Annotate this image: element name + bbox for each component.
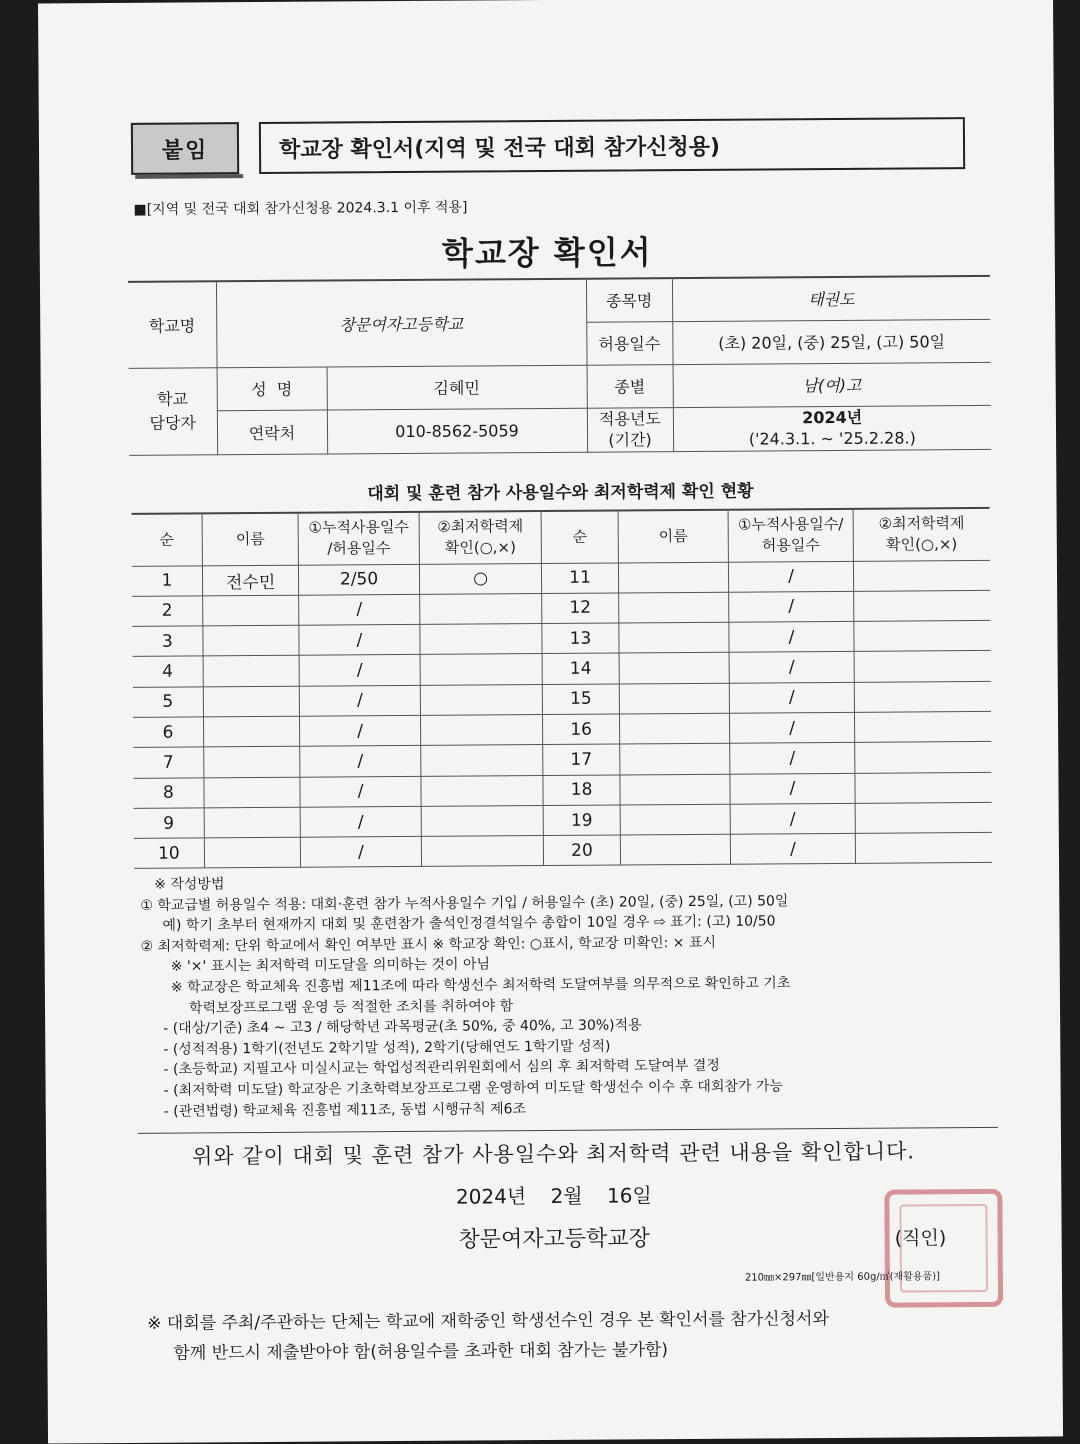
- allowed-days-label: 허용일수: [586, 321, 672, 365]
- student-name: [618, 562, 729, 593]
- academic-check: [853, 590, 990, 621]
- header-days-right-line1: ①누적사용일수/: [737, 515, 844, 534]
- header-academic-right-line2: 확인(○,×): [886, 535, 958, 554]
- academic-check: [421, 775, 544, 806]
- name-label: 성 명: [217, 367, 327, 411]
- manager-label-line1: 학교: [156, 389, 189, 409]
- header-days-line1: ①누적사용일수: [308, 518, 409, 537]
- instruction-line: ※ '×' 표시는 최저학력 미도달을 의미하는 것이 아님: [170, 956, 491, 976]
- footer-note: [147, 1303, 1027, 1369]
- student-name: [619, 683, 730, 714]
- days-used: /: [299, 624, 420, 655]
- days-used: /: [299, 594, 420, 625]
- student-name: [204, 837, 301, 868]
- academic-check: [420, 715, 543, 746]
- roster-table: [132, 507, 992, 869]
- main-title: 학교장 확인서: [441, 233, 653, 273]
- academic-check: [853, 560, 990, 591]
- row-number: 15: [543, 684, 620, 715]
- row-number: 16: [543, 714, 620, 745]
- instruction-line: ② 최저학력제: 단위 학교에서 확인 여부만 표시 ※ 학교장 확인: ○표시, 학교장 미확인: × 표시: [140, 934, 717, 955]
- academic-check: [420, 745, 543, 776]
- instruction-line: - (성적적용) 1학기(전년도 2학기말 성적), 2학기(당해연도 1학기말 성적): [163, 1038, 611, 1058]
- row-number: 7: [133, 747, 204, 778]
- row-number: 9: [134, 808, 205, 839]
- days-used: /: [729, 682, 854, 713]
- student-name: [203, 686, 300, 717]
- divider: [138, 1127, 998, 1134]
- paper-spec: 210㎜×297㎜[일반용지 60g/㎡(재활용품)]: [744, 1271, 941, 1284]
- year-label-line1: 적용년도: [598, 408, 661, 429]
- academic-check: [854, 681, 991, 712]
- type-value: 남(여)고: [673, 362, 991, 407]
- student-name: [202, 595, 299, 626]
- header-days-right-line2: 허용일수: [761, 536, 820, 555]
- document-paper: [38, 0, 1063, 1444]
- confirmation-statement: 위와 같이 대회 및 훈련 참가 사용일수와 최저학력 관련 내용을 확인합니다.: [191, 1139, 916, 1169]
- academic-check: [419, 593, 542, 624]
- principal-name: 창문여자고등학교장: [458, 1226, 650, 1253]
- contact-label: 연락처: [217, 410, 327, 455]
- row-number: 18: [543, 775, 620, 806]
- row-number: 3: [132, 626, 203, 657]
- row-number: 20: [544, 835, 621, 866]
- days-used: /: [300, 746, 421, 777]
- academic-check: ○: [419, 563, 542, 594]
- row-number: 11: [542, 563, 619, 594]
- academic-check: [421, 805, 544, 836]
- days-used: /: [731, 834, 856, 865]
- seal-label: (직인): [894, 1227, 947, 1250]
- days-used: 2/50: [299, 564, 420, 595]
- academic-check: [855, 802, 992, 833]
- table-row: [134, 833, 992, 869]
- footer-line2: 함께 반드시 제출받아야 함(허용일수를 초과한 대회 참가는 불가함): [173, 1340, 668, 1364]
- student-name: [620, 774, 731, 805]
- academic-check: [854, 621, 991, 652]
- days-used: /: [730, 743, 855, 774]
- name-value: 김혜민: [327, 365, 587, 410]
- row-number: 4: [133, 656, 204, 687]
- student-name: [203, 625, 300, 656]
- academic-check: [855, 833, 992, 864]
- student-name: 전수민: [202, 565, 299, 596]
- instruction-line: ※ 학교장은 학교체육 진흥법 제11조에 따라 학생선수 최저학력 도달여부를 의무적으로 확인하고 기초: [170, 975, 791, 996]
- application-notice: ■[지역 및 전국 대회 참가신청용 2024.3.1 이후 적용]: [133, 199, 468, 218]
- row-number: 10: [134, 838, 205, 869]
- attachment-tag: 붙임: [131, 122, 239, 175]
- row-number: 8: [133, 777, 204, 808]
- year-value-line2: ('24.3.1. ~ '25.2.28.): [748, 428, 916, 449]
- academic-check: [854, 651, 991, 682]
- days-used: /: [730, 712, 855, 743]
- row-number: 12: [542, 593, 619, 624]
- year-label: [587, 407, 673, 452]
- student-name: [204, 777, 301, 808]
- instruction-line: - (관련법령) 학교체육 진흥법 제11조, 동법 시행규칙 제6조: [163, 1100, 527, 1120]
- header-academic-right-line1: ②최저학력제: [878, 514, 965, 533]
- row-number: 5: [133, 687, 204, 718]
- instruction-line: 학력보장프로그램 운영 등 적절한 조치를 취하여야 함: [188, 997, 514, 1017]
- days-used: /: [300, 715, 421, 746]
- days-used: /: [300, 685, 421, 716]
- instruction-line: 예) 학기 초부터 현재까지 대회 및 훈련참가 출석인정결석일수 총합이 10일 경우 ⇨ 표기: (고) 10/50: [162, 913, 776, 934]
- school-value: 창문여자고등학교: [216, 279, 587, 368]
- row-number: 13: [542, 623, 619, 654]
- days-used: /: [729, 591, 854, 622]
- student-name: [203, 716, 300, 747]
- header-days-right: [728, 509, 853, 562]
- instruction-line: - (대상/기준) 초4 ~ 고3 / 해당학년 과목평균(초 50%, 중 40%, 고 30%)적용: [163, 1017, 642, 1037]
- academic-check: [421, 836, 544, 867]
- event-label: 종목명: [586, 278, 672, 322]
- days-used: /: [300, 806, 421, 837]
- academic-check: [854, 711, 991, 742]
- issue-date: 2024년 2월 16일: [455, 1183, 652, 1209]
- instruction-line: - (최저학력 미도달) 학교장은 기초학력보장프로그램 운영하여 미도달 학생선수 이수 후 대회참가 가능: [163, 1078, 784, 1099]
- student-name: [620, 804, 731, 835]
- row-number: 6: [133, 717, 204, 748]
- academic-check: [854, 742, 991, 773]
- row-number: 1: [132, 565, 203, 596]
- days-used: /: [729, 652, 854, 683]
- days-used: /: [300, 776, 421, 807]
- days-used: /: [730, 773, 855, 804]
- instructions: [140, 869, 1042, 1122]
- footer-line1: ※ 대회를 주최/주관하는 단체는 학교에 재학중인 학생선수인 경우 본 확인서를 참가신청서와: [147, 1309, 829, 1334]
- student-name: [619, 744, 730, 775]
- header-name: 이름: [202, 513, 299, 566]
- academic-check: [420, 624, 543, 655]
- header-academic-line2: 확인(○,×): [444, 538, 517, 557]
- days-used: /: [729, 561, 854, 592]
- student-name: [620, 834, 731, 865]
- year-label-line2: (기간): [608, 430, 652, 450]
- header-days: [298, 512, 419, 565]
- year-value-line1: 2024년: [802, 407, 863, 427]
- student-name: [619, 653, 730, 684]
- student-name: [619, 622, 730, 653]
- academic-check: [855, 772, 992, 803]
- row-number: 14: [542, 653, 619, 684]
- header-no-right: 순: [541, 511, 618, 564]
- days-used: /: [729, 621, 854, 652]
- header-no: 순: [132, 513, 203, 565]
- row-number: 19: [543, 805, 620, 836]
- header-academic-line1: ②최저학력제: [437, 517, 524, 537]
- document-header: [131, 117, 1003, 175]
- instructions-heading: ※ 작성방법: [154, 876, 225, 893]
- event-value: 태권도: [672, 276, 990, 321]
- year-value: [673, 405, 991, 451]
- manager-label: [129, 367, 218, 455]
- roster-title: 대회 및 훈련 참가 사용일수와 최저학력제 확인 현황: [367, 481, 754, 505]
- type-label: 종별: [587, 364, 673, 408]
- instruction-line: - (초등학교) 지필고사 미실시교는 학업성적관리위원회에서 심의 후 최저학력 도달여부 결정: [163, 1058, 720, 1079]
- info-table: [128, 275, 991, 456]
- row-number: 17: [543, 744, 620, 775]
- header-academic-right: [853, 508, 990, 561]
- student-name: [203, 656, 300, 687]
- contact-value: 010-8562-5059: [327, 408, 587, 454]
- student-name: [619, 713, 730, 744]
- roster-body: [132, 560, 992, 869]
- header-title: 학교장 확인서(지역 및 전국 대회 참가신청용): [259, 117, 965, 174]
- instruction-line: ① 학교급별 허용일수 적용: 대회·훈련 참가 누적사용일수 기입 / 허용일수 (초) 20일, (중) 25일, (고) 50일: [140, 892, 789, 914]
- student-name: [618, 592, 729, 623]
- days-used: /: [301, 837, 422, 868]
- header-academic: [419, 511, 542, 564]
- allowed-days-value: (초) 20일, (중) 25일, (고) 50일: [672, 319, 990, 364]
- school-label: 학교명: [128, 281, 217, 368]
- manager-label-line2: 담당자: [149, 413, 196, 433]
- days-used: /: [299, 655, 420, 686]
- student-name: [204, 807, 301, 838]
- row-number: 2: [132, 596, 203, 627]
- header-name-right: 이름: [618, 510, 729, 563]
- days-used: /: [730, 803, 855, 834]
- student-name: [204, 747, 301, 778]
- header-days-line2: /허용일수: [327, 539, 391, 558]
- academic-check: [420, 684, 543, 715]
- academic-check: [420, 654, 543, 685]
